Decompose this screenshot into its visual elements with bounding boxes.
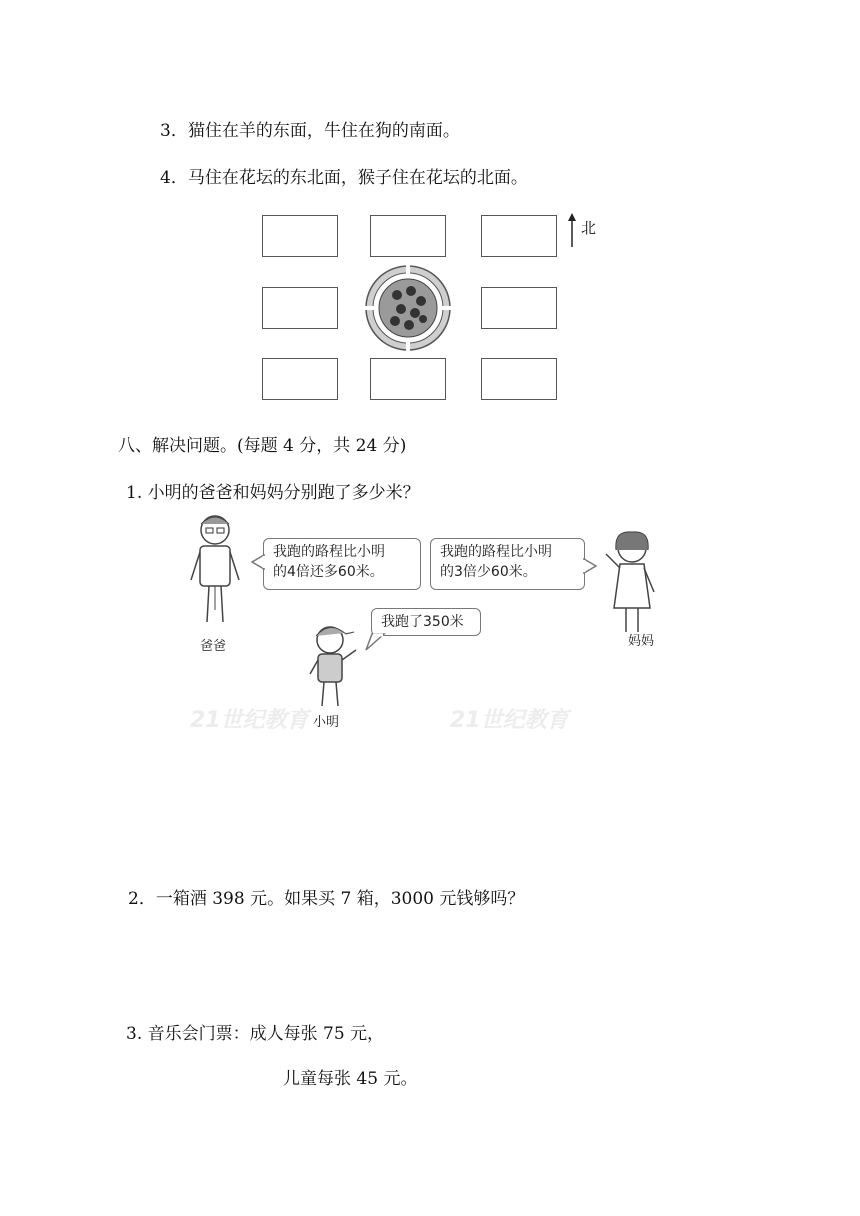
dad-label: 爸爸	[200, 639, 227, 654]
north-arrow-icon	[567, 213, 577, 249]
question-3-line-1: 3. 音乐会门票：成人每张 75 元，	[126, 1024, 385, 1044]
question-1-text: 1. 小明的爸爸和妈妈分别跑了多少米？	[126, 483, 420, 503]
mom-label: 妈妈	[628, 634, 655, 649]
xiaoming-figure-icon	[302, 620, 362, 715]
map-box-northeast[interactable]	[481, 215, 557, 257]
dad-bubble-line-2: 的4倍还多60米。	[273, 564, 384, 580]
dad-speech-bubble	[263, 538, 421, 590]
item-4-text: 4．马住在花坛的东北面，猴子住在花坛的北面。	[160, 168, 528, 188]
dad-bubble-tail	[251, 554, 265, 570]
north-label: 北	[581, 219, 597, 237]
map-box-west[interactable]	[262, 287, 338, 329]
dad-bubble-line-1: 我跑的路程比小明	[273, 544, 385, 560]
mom-bubble-line-1: 我跑的路程比小明	[440, 544, 552, 560]
xiaoming-bubble-tail	[364, 633, 386, 651]
running-illustration	[180, 508, 680, 743]
mom-figure-icon	[600, 528, 660, 638]
question-3-line-2: 儿童每张 45 元。	[283, 1069, 418, 1089]
mom-bubble-tail	[583, 558, 597, 574]
section-8-heading: 八、解决问题。(每题 4 分，共 24 分)	[118, 436, 407, 456]
dad-figure-icon	[185, 510, 245, 630]
mom-bubble-line-2: 的3倍少60米。	[440, 564, 537, 580]
map-box-south[interactable]	[370, 358, 446, 400]
xiaoming-speech-bubble	[371, 608, 481, 636]
direction-map	[255, 205, 615, 405]
map-box-east[interactable]	[481, 287, 557, 329]
xiaoming-label: 小明	[313, 715, 340, 730]
map-box-southwest[interactable]	[262, 358, 338, 400]
map-box-southeast[interactable]	[481, 358, 557, 400]
watermark-graphic: 21世纪教育	[450, 708, 569, 733]
mom-speech-bubble	[430, 538, 585, 590]
question-2-text: 2．一箱酒 398 元。如果买 7 箱，3000 元钱够吗？	[128, 889, 525, 909]
watermark-graphic: 21世纪教育	[190, 708, 309, 733]
map-box-northwest[interactable]	[262, 215, 338, 257]
map-box-north[interactable]	[370, 215, 446, 257]
item-3-text: 3．猫住在羊的东面，牛住在狗的南面。	[160, 121, 460, 141]
xiaoming-bubble-text: 我跑了350米	[381, 614, 464, 630]
flower-bed-icon	[363, 263, 453, 353]
